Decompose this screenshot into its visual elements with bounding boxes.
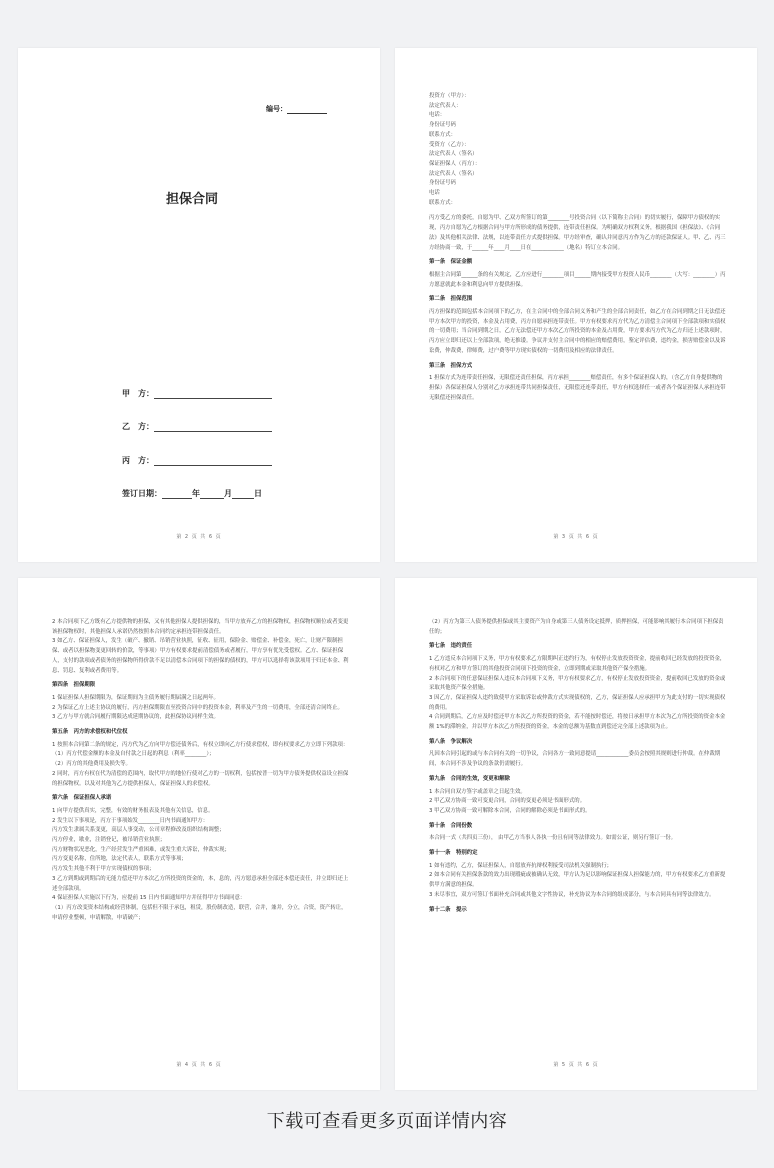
serial-blank [287, 106, 327, 114]
section-heading: 第二条 担保范围 [429, 296, 473, 303]
paragraph: 电话 [429, 190, 440, 197]
party-a-label: 甲 方： [122, 389, 154, 398]
serial-number [266, 104, 327, 114]
paragraph: 2 为保证乙方上述主协议的履行，丙方担保期限直至投资合同中的投资本金，利率及产生的一切费用，全部还清合同终止。 [52, 704, 343, 711]
paragraph: 2 本合同项下乙方既有乙方提供物的担保，又有其他担保人提供担保的，当甲方放弃乙方的担保物权，担保物权顺位或者变更该担保物权时，其他担保人承诺仍然按照本合同约定承担连带担保责任。 [52, 619, 349, 635]
paragraph: 3 未尽事宜，双方可签订书面补充合同或其他文字性协议，补充协议为本合同的组成部分，与本合同具有同等法律效力。 [429, 891, 715, 898]
paragraph: 1 保证担保人担保期限为，保证期间为主债务履行期届满之日起两年。 [52, 694, 219, 701]
party-b-blank [154, 423, 272, 432]
paragraph: 身份证号码 [429, 122, 456, 129]
page-3-body [429, 92, 727, 403]
cover-page [18, 48, 380, 562]
contract-page-3 [395, 48, 757, 562]
paragraph: 1 担保方式为连带责任担保，无限偿还责任担保，丙方承担________赔偿责任，有多个保证担保人的，（含乙方自身提供物的担保）各保证担保人分别对乙方承担连带共同担保责任，无限偿还连带责任，甲方有权选择任一或者各个保证担保人承担连带无限偿还担保责任。 [429, 375, 726, 401]
paragraph: 2 如本合同有关担保条款的效力出现瑕疵或被确认无效，甲方认为足以影响保证担保人担保能力的，甲方有权要求乙方重新提供甲方满意的担保。 [429, 872, 726, 889]
section-heading: 第十条 合同份数 [429, 822, 473, 829]
paragraph: 身份证号码 [429, 180, 456, 187]
paragraph: 投资方（甲方）： [429, 93, 470, 99]
paragraph: 保证担保人（丙方）： [429, 160, 481, 167]
page-number: 第 2 页 共 6 页 [176, 534, 222, 540]
paragraph: 丙方发生隶属关系变更，高层人事变动，公司章程修改及组织结构调整； [52, 827, 225, 834]
page-number: 第 4 页 共 6 页 [176, 1062, 222, 1068]
paragraph: 丙方发生其他不利于甲方实现债权的事项； [52, 866, 155, 873]
section-heading: 第一条 保证金额 [429, 259, 473, 266]
contract-page-5 [395, 578, 757, 1090]
paragraph: 凡因本合同引起的或与本合同有关的一切争议，合同各方一致同意提请____________委员会按照其规则进行仲裁。在仲裁期间，本合同不涉及争议的条款仍需履行。 [429, 751, 721, 768]
paragraph: 丙方停业，歇业，注销登记，被吊销营业执照； [52, 837, 166, 844]
section-heading: 第九条 合同的生效，变更和解除 [429, 775, 510, 782]
paragraph: 2 同时，丙方有权在代为清偿的范围内，取代甲方的地位行使对乙方的一切权利，包括按普一切为甲方债务提供权益设立担保的担保物权。以及对其他为乙方提供担保人，保证担保人的求偿权。 [52, 770, 349, 787]
paragraph: 3 如乙方、保证担保人，发生（破产、撤销、吊销营业执照，征收、征用，保险金、赔偿金、补偿金，死亡，让财产限制担保、或者以担保物变更回转的价款，等事项）甲方有权要求提前清偿债务或者履行，甲方享有优先受偿权。乙方、保证担保人，支付的款项或者债务的担保物所得价款不足以清偿本合同项下的担保的债权的，甲方可以选择将该款项用于归还本金、利息、罚息、复利或者费用等。 [52, 638, 349, 674]
party-b-line [122, 421, 272, 432]
sign-date-line: 签订日期： 年 月 日 [122, 489, 262, 498]
section-heading: 第十二条 提示 [429, 906, 467, 913]
paragraph: 3 甲乙双方协商一致可解除本合同，合同的解除必须是书面形式的。 [429, 807, 591, 814]
paragraph: 3 乙方与甲方就合同履行期限达成延期协议的，此担保协议同样生效。 [52, 714, 219, 721]
page-number: 第 3 页 共 6 页 [553, 534, 599, 540]
paragraph: 4 保证担保人实施以下行为，应提前 15 日内书面通知甲方并征得甲方书面同意： [52, 895, 246, 902]
paragraph: 本合同一式（共四页三份）， 由甲乙方当事人各执一份且有同等法律效力。如需公证，则另行签订一份。 [429, 835, 676, 842]
sign-date-label: 签订日期： [122, 489, 162, 498]
serial-label: 编号： [266, 105, 287, 113]
party-c-line [122, 455, 272, 466]
section-heading: 第十一条 特别约定 [429, 850, 478, 857]
paragraph: 2 发生以下事项是，丙方于事项始发________日内书面通知甲方： [52, 817, 209, 824]
paragraph: 1 向甲方提供真实，完整，有效的财务报表及其他有关信息，信息。 [52, 807, 214, 814]
page-4-body [52, 618, 350, 923]
paragraph: 法定代表人： [429, 102, 462, 109]
page-number: 第 5 页 共 6 页 [553, 1062, 599, 1068]
paragraph: 法定代表人（签名） [429, 170, 478, 177]
party-a-blank [154, 390, 272, 399]
page-5-body [429, 618, 727, 918]
party-b-label: 乙 方： [122, 422, 154, 431]
paragraph: 1 乙方违反本合同项下义务，甲方有权要求乙方限期纠正违约行为，有权停止发放投资资金，提前收回已经发放的投资资金，有权对乙方和甲方签订的其他投资合同项下投资的资金，立即到期或采取其他资产保全措施。 [429, 656, 726, 672]
paragraph: 2 甲乙双方协商一致可变更合同，合同的变更必须是书面形式的。 [429, 798, 586, 805]
paragraph: 丙方担保的范围包括本合同项下的乙方，在主合同中的全部合同义务和产生的全部合同责任，如乙方在合同到期之日无法偿还甲方本次甲方的投资，本金及占用费，丙方自愿承担连带责任。甲方有权要求丙方代为乙方清偿主合同项下全部款项和实债权的一切费用；当合同到期之日，乙方无法偿还甲方本次乙方所投资的本金及占用费，甲方要求丙方代为乙方归还上述款项时，丙方应立即归还以上全部款项，绝无推诿。争议并支付主合同中的相应的赔偿费用，鉴定评估费，违约金，损害赔偿金以及诉讼费，仲裁费，律师费，过户费等甲方现实债权的一切费用及相应的法律责任。 [429, 309, 726, 354]
paragraph: （1）丙方改变资本结构或经营体制，包括但不限于承包，租赁，股份制改造，联营，合并，兼并，分立，合资，资产转让，申请停业整顿，申请解散，申请破产； [52, 904, 347, 921]
paragraph: 2 本合同项下的任意保证担保人违反本合同项下义务，甲方有权要求乙方，有权停止发放投资资金，提前收回已发放的资金或采取其他资产保全措施。 [429, 675, 726, 692]
paragraph: 联系方式： [429, 131, 456, 138]
party-c-blank [154, 457, 272, 466]
paragraph: （1）丙方代偿金额的本金及自付款之日起的利息（利率________）； [52, 751, 215, 758]
paragraph: 1 如有违约，乙方，保证担保人，自愿放弃抗辩权利接受司法机关强制执行； [429, 862, 613, 869]
paragraph: 丙方变更名称，住所地，法定代表人，联系方式等事项； [52, 856, 187, 863]
paragraph: 丙方受乙方的委托，自愿为甲、乙双方所签订的第________号投资合同（以下简称主合同）的切实履行，保障甲方债权的实现，丙方自愿为乙方根据合同与甲方所形成的债务提供，连带责任担保。为明确双方权利义务，根据我国《担保法》、《合同法》及其他相关法律、法规，以连带责任方式提供担保。甲方经审查，确认并同意丙方作为乙方的还款保证人。甲、乙、丙三方经协商一致，于______年____月____日在____________（地名）特订立本合同。 [429, 215, 726, 251]
section-heading: 第八条 争议解决 [429, 738, 473, 745]
section-heading: 第七条 违约责任 [429, 643, 473, 650]
paragraph: 联系方式： [429, 199, 456, 206]
paragraph: （2）丙方的其他费用及损失等。 [52, 761, 131, 768]
party-c-label: 丙 方： [122, 456, 154, 465]
paragraph: 法定代表人（签名） [429, 151, 478, 158]
paragraph: 受资方（乙方）： [429, 141, 470, 148]
paragraph: 1 按照本合同第二条的规定，丙方代为乙方向甲方偿还债务后，有权立即向乙方行使求偿权，即有权要求乙方立即下列款项： [52, 741, 349, 748]
paragraph: 3 因乙方，保证担保人违约致使甲方采取诉讼或仲裁方式实现债权的，乙方，保证担保人应承担甲方为此支付的一切实现债权的费用。 [429, 694, 726, 711]
paragraph: 1 本合同自双方签字或盖章之日起生效。 [429, 788, 526, 795]
paragraph: 3 乙方到期或到期后的无能力偿还甲方本次乙方所投资的资金的，本，息的，丙方愿意承担全部还本偿还责任，并立即归还上述全部款项。 [52, 875, 349, 892]
paragraph: （2）丙方为第三人债务提供担保或其主要资产为自身或第三人债务设定抵押，质押担保，可能影响其履行本合同项下担保责任的； [429, 619, 724, 635]
section-heading: 第三条 担保方式 [429, 362, 473, 369]
contract-title: 担保合同 [166, 192, 219, 207]
section-heading: 第四条 担保期限 [52, 682, 96, 689]
section-heading: 第五条 丙方的求偿权和代位权 [52, 729, 128, 736]
party-a-line [122, 388, 272, 399]
paragraph: 电话： [429, 112, 446, 119]
paragraph: 丙方财物状况恶化，生产经营发生严重困难，或发生重大诉讼，仲裁实现； [52, 846, 230, 853]
download-prompt: 下载可查看更多页面详情内容 [266, 1111, 508, 1132]
paragraph: 4 合同到期后，乙方应及时偿还甲方本次乙方所投资的资金，若不能按时偿还，将按日承担甲方本次为乙方所投资的资金本金额 1%的滞纳金，并以甲方本次乙方所投资的资金，本金的总额为基数直到偿还完全部上述款项为止。 [429, 714, 726, 731]
section-heading: 第六条 保证担保人承诺 [52, 795, 112, 802]
contract-page-4 [18, 578, 380, 1090]
paragraph: 根据主合同第______条的有关规定，乙方应进行________项目______期内接受甲方投资人民币________（大写：________）丙方愿意就此本金和利息向甲方提供担保。 [429, 271, 726, 288]
